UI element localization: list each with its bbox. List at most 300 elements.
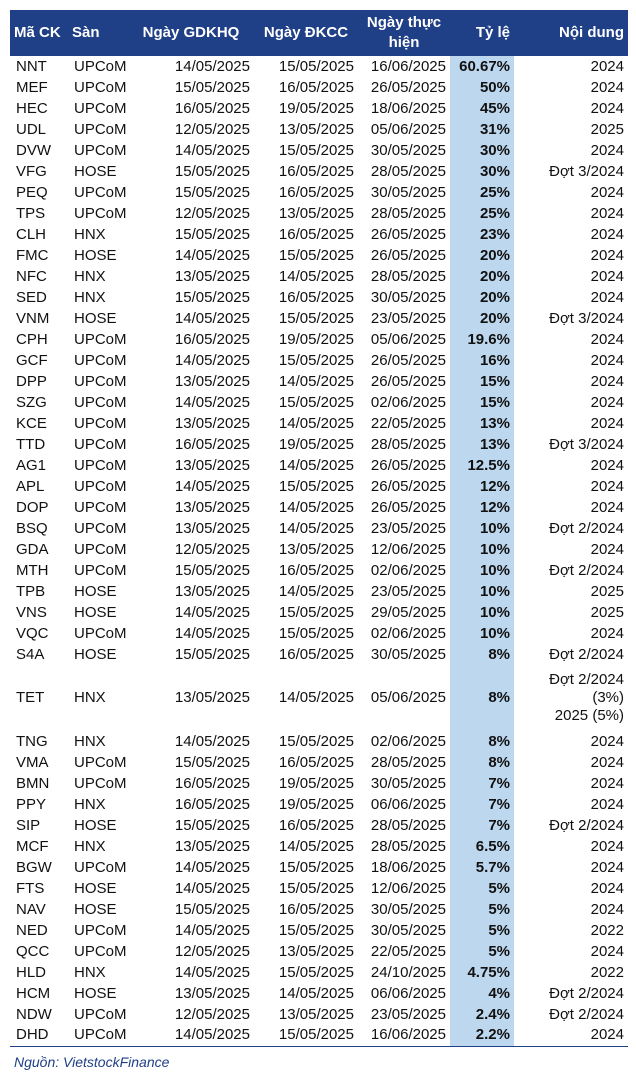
- exchange-cell: HNX: [74, 267, 106, 285]
- table-row: [10, 731, 628, 752]
- table-row: [10, 836, 628, 857]
- exchange-cell: UPCoM: [74, 456, 127, 474]
- content-cell: Đợt 2/2024: [549, 561, 624, 579]
- record-date-cell: 19/05/2025: [278, 99, 354, 117]
- record-date-cell: 16/05/2025: [278, 816, 354, 834]
- table-row: [10, 497, 628, 518]
- ticker-cell: AG1: [16, 456, 47, 474]
- payment-date-cell: 23/05/2025: [370, 519, 446, 537]
- record-date-cell: 16/05/2025: [278, 900, 354, 918]
- exchange-cell: UPCoM: [74, 330, 127, 348]
- record-date-cell: 15/05/2025: [278, 57, 354, 75]
- payment-date-cell: 28/05/2025: [370, 267, 446, 285]
- payment-date-cell: 06/06/2025: [370, 795, 446, 813]
- record-date-cell: 16/05/2025: [278, 183, 354, 201]
- ticker-cell: MCF: [16, 837, 49, 855]
- record-date-cell: 14/05/2025: [278, 519, 354, 537]
- ticker-cell: CLH: [16, 225, 47, 243]
- content-cell: 2024: [590, 774, 624, 792]
- ticker-cell: KCE: [16, 414, 47, 432]
- ratio-cell: 19.6%: [450, 329, 514, 350]
- exchange-cell: UPCoM: [74, 561, 127, 579]
- record-date-cell: 14/05/2025: [278, 984, 354, 1002]
- record-date-cell: 15/05/2025: [278, 858, 354, 876]
- exchange-cell: UPCoM: [74, 477, 127, 495]
- ex-date-cell: 15/05/2025: [174, 78, 250, 96]
- ex-date-cell: 15/05/2025: [174, 561, 250, 579]
- ticker-cell: SED: [16, 288, 47, 306]
- ex-date-cell: 13/05/2025: [174, 456, 250, 474]
- content-cell: Đợt 2/2024 (3%) 2025 (5%): [549, 671, 624, 724]
- payment-date-cell: 05/06/2025: [370, 330, 446, 348]
- table-row: [10, 56, 628, 77]
- ex-date-cell: 16/05/2025: [174, 330, 250, 348]
- payment-date-cell: 28/05/2025: [370, 204, 446, 222]
- table-row: [10, 140, 628, 161]
- table-row: [10, 1025, 628, 1046]
- table-row: [10, 857, 628, 878]
- exchange-cell: HNX: [74, 288, 106, 306]
- table-row: [10, 623, 628, 644]
- ex-date-cell: 13/05/2025: [174, 689, 250, 706]
- content-cell: 2024: [590, 393, 624, 411]
- record-date-cell: 14/05/2025: [278, 498, 354, 516]
- ratio-cell: 20%: [450, 308, 514, 329]
- payment-date-cell: 29/05/2025: [370, 603, 446, 621]
- payment-date-cell: 28/05/2025: [370, 162, 446, 180]
- payment-date-cell: 02/06/2025: [370, 624, 446, 642]
- content-cell: 2024: [590, 456, 624, 474]
- ratio-cell: 10%: [450, 623, 514, 644]
- table-row: [10, 665, 628, 731]
- ticker-cell: SZG: [16, 393, 47, 411]
- ex-date-cell: 13/05/2025: [174, 837, 250, 855]
- payment-date-cell: 30/05/2025: [370, 645, 446, 663]
- ratio-cell: 10%: [450, 602, 514, 623]
- content-cell: 2024: [590, 225, 624, 243]
- content-cell: 2024: [590, 879, 624, 897]
- record-date-cell: 16/05/2025: [278, 645, 354, 663]
- exchange-cell: UPCoM: [74, 183, 127, 201]
- record-date-cell: 16/05/2025: [278, 162, 354, 180]
- table-row: [10, 518, 628, 539]
- ticker-cell: NFC: [16, 267, 47, 285]
- ex-date-cell: 14/05/2025: [174, 963, 250, 981]
- ratio-cell: 25%: [450, 182, 514, 203]
- ex-date-cell: 13/05/2025: [174, 498, 250, 516]
- table-row: [10, 899, 628, 920]
- ratio-cell: 4.75%: [450, 962, 514, 983]
- ex-date-cell: 16/05/2025: [174, 435, 250, 453]
- dividend-table: [10, 10, 628, 1047]
- content-cell: 2024: [590, 624, 624, 642]
- ex-date-cell: 13/05/2025: [174, 414, 250, 432]
- ex-date-cell: 14/05/2025: [174, 309, 250, 327]
- content-cell: Đợt 3/2024: [549, 309, 624, 327]
- payment-date-cell: 30/05/2025: [370, 921, 446, 939]
- record-date-cell: 16/05/2025: [278, 561, 354, 579]
- payment-date-cell: 02/06/2025: [370, 561, 446, 579]
- record-date-cell: 19/05/2025: [278, 435, 354, 453]
- exchange-cell: UPCoM: [74, 435, 127, 453]
- ex-date-cell: 12/05/2025: [174, 1005, 250, 1023]
- ratio-cell: 45%: [450, 98, 514, 119]
- ratio-cell: 23%: [450, 224, 514, 245]
- ticker-cell: NNT: [16, 57, 47, 75]
- payment-date-cell: 18/06/2025: [370, 99, 446, 117]
- exchange-cell: HOSE: [74, 603, 117, 621]
- payment-date-cell: 28/05/2025: [370, 837, 446, 855]
- ticker-cell: TPS: [16, 204, 46, 222]
- table-row: [10, 752, 628, 773]
- payment-date-cell: 24/10/2025: [370, 963, 446, 981]
- ratio-cell: 20%: [450, 287, 514, 308]
- content-cell: 2025: [590, 120, 624, 138]
- payment-date-cell: 28/05/2025: [370, 816, 446, 834]
- payment-date-cell: 05/06/2025: [370, 689, 446, 706]
- record-date-cell: 14/05/2025: [278, 689, 354, 706]
- content-cell: 2024: [590, 57, 624, 75]
- ex-date-cell: 15/05/2025: [174, 225, 250, 243]
- payment-date-cell: 16/06/2025: [370, 57, 446, 75]
- table-row: [10, 119, 628, 140]
- record-date-cell: 13/05/2025: [278, 1005, 354, 1023]
- table-row: [10, 308, 628, 329]
- payment-date-cell: 26/05/2025: [370, 225, 446, 243]
- ratio-cell: 10%: [450, 560, 514, 581]
- ex-date-cell: 14/05/2025: [174, 858, 250, 876]
- ratio-cell: 4%: [450, 983, 514, 1004]
- ratio-cell: 5.7%: [450, 857, 514, 878]
- header-exchange: Sàn: [72, 24, 100, 41]
- exchange-cell: UPCoM: [74, 753, 127, 771]
- record-date-cell: 15/05/2025: [254, 1025, 358, 1046]
- content-cell: 2024: [590, 141, 624, 159]
- exchange-cell: UPCoM: [74, 519, 127, 537]
- exchange-cell: UPCoM: [74, 204, 127, 222]
- ex-date-cell: 14/05/2025: [174, 57, 250, 75]
- ratio-cell: 16%: [450, 350, 514, 371]
- exchange-cell: UPCoM: [74, 498, 127, 516]
- record-date-cell: 15/05/2025: [278, 921, 354, 939]
- ex-date-cell: 12/05/2025: [174, 204, 250, 222]
- record-date-cell: 15/05/2025: [278, 246, 354, 264]
- table-row: [10, 413, 628, 434]
- ratio-cell: 12%: [450, 476, 514, 497]
- ex-date-cell: 13/05/2025: [174, 582, 250, 600]
- table-row: [10, 77, 628, 98]
- content-cell: Đợt 2/2024: [549, 816, 624, 834]
- table-header: [10, 10, 628, 56]
- payment-date-cell: 30/05/2025: [370, 288, 446, 306]
- ex-date-cell: 14/05/2025: [174, 624, 250, 642]
- exchange-cell: UPCoM: [74, 921, 127, 939]
- payment-date-cell: 26/05/2025: [370, 477, 446, 495]
- ex-date-cell: 14/05/2025: [174, 141, 250, 159]
- ex-date-cell: 14/05/2025: [174, 393, 250, 411]
- table-row: [10, 287, 628, 308]
- record-date-cell: 14/05/2025: [278, 837, 354, 855]
- exchange-cell: UPCoM: [74, 372, 127, 390]
- content-cell: 2024: [590, 942, 624, 960]
- record-date-cell: 13/05/2025: [278, 120, 354, 138]
- exchange-cell: HOSE: [74, 879, 117, 897]
- exchange-cell: UPCoM: [74, 393, 127, 411]
- exchange-cell: HOSE: [74, 816, 117, 834]
- exchange-cell: UPCoM: [74, 78, 127, 96]
- table-row: [10, 476, 628, 497]
- exchange-cell: HOSE: [74, 645, 117, 663]
- ticker-cell: DPP: [16, 372, 47, 390]
- payment-date-cell: 23/05/2025: [370, 1005, 446, 1023]
- ticker-cell: BMN: [16, 774, 50, 792]
- ex-date-cell: 12/05/2025: [174, 540, 250, 558]
- payment-date-cell: 28/05/2025: [370, 753, 446, 771]
- ratio-cell: 8%: [450, 752, 514, 773]
- table-row: [10, 983, 628, 1004]
- exchange-cell: HOSE: [74, 582, 117, 600]
- ex-date-cell: 15/05/2025: [174, 900, 250, 918]
- ticker-cell: BGW: [16, 858, 52, 876]
- record-date-cell: 19/05/2025: [278, 330, 354, 348]
- content-cell: 2024: [590, 372, 624, 390]
- ratio-cell: 15%: [450, 392, 514, 413]
- table-row: [10, 161, 628, 182]
- content-cell: 2024: [590, 477, 624, 495]
- exchange-cell: HOSE: [74, 900, 117, 918]
- payment-date-cell: 22/05/2025: [370, 942, 446, 960]
- exchange-cell: UPCoM: [74, 414, 127, 432]
- exchange-cell: HOSE: [74, 246, 117, 264]
- table-row: [10, 245, 628, 266]
- table-row: [10, 434, 628, 455]
- ratio-cell: 8%: [450, 665, 514, 731]
- payment-date-cell: 12/06/2025: [370, 540, 446, 558]
- ticker-cell: BSQ: [16, 519, 48, 537]
- table-row: [10, 182, 628, 203]
- table-row: [10, 350, 628, 371]
- record-date-cell: 14/05/2025: [278, 267, 354, 285]
- table-row: [10, 329, 628, 350]
- ticker-cell: VNM: [16, 309, 50, 327]
- table-row: [10, 962, 628, 983]
- ex-date-cell: 14/05/2025: [128, 1025, 254, 1046]
- content-cell: 2024: [590, 837, 624, 855]
- ticker-cell: TET: [16, 689, 45, 706]
- table-row: [10, 920, 628, 941]
- ratio-cell: 8%: [450, 644, 514, 665]
- ex-date-cell: 13/05/2025: [174, 372, 250, 390]
- ticker-cell: PPY: [16, 795, 47, 813]
- content-cell: 2024: [590, 540, 624, 558]
- content-cell: Đợt 2/2024: [549, 984, 624, 1002]
- content-cell: Đợt 2/2024: [549, 1005, 624, 1023]
- payment-date-cell: 23/05/2025: [370, 309, 446, 327]
- ex-date-cell: 13/05/2025: [174, 519, 250, 537]
- ratio-cell: 20%: [450, 266, 514, 287]
- content-cell: 2024: [590, 795, 624, 813]
- ticker-cell: NDW: [16, 1005, 52, 1023]
- ratio-cell: 60.67%: [450, 56, 514, 77]
- ticker-cell: TNG: [16, 732, 48, 750]
- record-date-cell: 15/05/2025: [278, 963, 354, 981]
- payment-date-cell: 26/05/2025: [370, 351, 446, 369]
- ratio-cell: 12.5%: [450, 455, 514, 476]
- ticker-cell: MTH: [16, 561, 49, 579]
- table-row: [10, 1004, 628, 1025]
- ticker-cell: TPB: [16, 582, 46, 600]
- table-row: [10, 539, 628, 560]
- table-row: [10, 581, 628, 602]
- exchange-cell: HOSE: [74, 309, 117, 327]
- header-ex-date: Ngày GDKHQ: [142, 24, 240, 41]
- ticker-cell: FTS: [16, 879, 45, 897]
- source-note: Nguồn: VietstockFinance: [14, 1054, 170, 1070]
- ticker-cell: QCC: [16, 942, 50, 960]
- exchange-cell: UPCoM: [74, 351, 127, 369]
- ticker-cell: TTD: [16, 435, 46, 453]
- content-cell: Đợt 2/2024: [549, 645, 624, 663]
- record-date-cell: 13/05/2025: [278, 942, 354, 960]
- ticker-cell: FMC: [16, 246, 49, 264]
- ex-date-cell: 14/05/2025: [174, 477, 250, 495]
- ex-date-cell: 12/05/2025: [174, 942, 250, 960]
- content-cell: 2024: [590, 858, 624, 876]
- payment-date-cell: 02/06/2025: [370, 732, 446, 750]
- record-date-cell: 16/05/2025: [278, 753, 354, 771]
- record-date-cell: 16/05/2025: [278, 288, 354, 306]
- content-cell: 2024: [590, 99, 624, 117]
- exchange-cell: UPCoM: [74, 120, 127, 138]
- payment-date-cell: 12/06/2025: [370, 879, 446, 897]
- payment-date-cell: 28/05/2025: [370, 435, 446, 453]
- ex-date-cell: 15/05/2025: [174, 288, 250, 306]
- content-cell: 2024: [590, 732, 624, 750]
- payment-date-cell: 30/05/2025: [370, 900, 446, 918]
- payment-date-cell: 26/05/2025: [370, 372, 446, 390]
- content-cell: 2024: [590, 204, 624, 222]
- ratio-cell: 5%: [450, 899, 514, 920]
- content-cell: 2024: [590, 246, 624, 264]
- exchange-cell: HNX: [74, 795, 106, 813]
- ex-date-cell: 14/05/2025: [174, 732, 250, 750]
- table-row: [10, 203, 628, 224]
- ratio-cell: 10%: [450, 581, 514, 602]
- ratio-cell: 7%: [450, 773, 514, 794]
- ratio-cell: 50%: [450, 77, 514, 98]
- content-cell: 2024: [590, 351, 624, 369]
- ticker-cell: SIP: [16, 816, 41, 834]
- ticker-cell: GDA: [16, 540, 49, 558]
- content-cell: 2025: [590, 603, 624, 621]
- payment-date-cell: 26/05/2025: [370, 498, 446, 516]
- content-cell: 2024: [590, 900, 624, 918]
- ratio-cell: 8%: [450, 731, 514, 752]
- content-cell: Đợt 3/2024: [549, 162, 624, 180]
- ticker-cell: VQC: [16, 624, 49, 642]
- record-date-cell: 19/05/2025: [278, 774, 354, 792]
- payment-date-cell: 22/05/2025: [370, 414, 446, 432]
- exchange-cell: UPCoM: [68, 1025, 128, 1046]
- content-cell: 2024: [590, 753, 624, 771]
- exchange-cell: UPCoM: [74, 540, 127, 558]
- ratio-cell: 2.2%: [450, 1025, 514, 1046]
- ex-date-cell: 13/05/2025: [174, 267, 250, 285]
- table-row: [10, 941, 628, 962]
- ticker-cell: VMA: [16, 753, 49, 771]
- header-content: Nội dung: [559, 24, 624, 41]
- ex-date-cell: 14/05/2025: [174, 246, 250, 264]
- record-date-cell: 14/05/2025: [278, 414, 354, 432]
- content-cell: 2024: [590, 330, 624, 348]
- payment-date-cell: 18/06/2025: [370, 858, 446, 876]
- content-cell: 2024: [514, 1025, 628, 1046]
- record-date-cell: 14/05/2025: [278, 372, 354, 390]
- content-cell: 2024: [590, 78, 624, 96]
- payment-date-cell: 16/06/2025: [358, 1025, 450, 1046]
- ratio-cell: 12%: [450, 497, 514, 518]
- table-row: [10, 602, 628, 623]
- exchange-cell: HOSE: [74, 162, 117, 180]
- content-cell: Đợt 3/2024: [549, 435, 624, 453]
- record-date-cell: 15/05/2025: [278, 309, 354, 327]
- ex-date-cell: 14/05/2025: [174, 921, 250, 939]
- content-cell: 2024: [590, 183, 624, 201]
- exchange-cell: HNX: [74, 225, 106, 243]
- ratio-cell: 7%: [450, 815, 514, 836]
- ratio-cell: 15%: [450, 371, 514, 392]
- ratio-cell: 6.5%: [450, 836, 514, 857]
- record-date-cell: 15/05/2025: [278, 732, 354, 750]
- payment-date-cell: 30/05/2025: [370, 774, 446, 792]
- ticker-cell: HLD: [16, 963, 47, 981]
- ticker-cell: HCM: [16, 984, 51, 1002]
- table-row: [10, 794, 628, 815]
- table-row: [10, 773, 628, 794]
- ratio-cell: 13%: [450, 434, 514, 455]
- record-date-cell: 16/05/2025: [278, 78, 354, 96]
- table-row: [10, 266, 628, 287]
- ex-date-cell: 14/05/2025: [174, 879, 250, 897]
- ratio-cell: 13%: [450, 413, 514, 434]
- exchange-cell: UPCoM: [74, 942, 127, 960]
- payment-date-cell: 02/06/2025: [370, 393, 446, 411]
- ticker-cell: MEF: [16, 78, 48, 96]
- table-row: [10, 455, 628, 476]
- exchange-cell: HNX: [74, 837, 106, 855]
- ratio-cell: 5%: [450, 878, 514, 899]
- exchange-cell: UPCoM: [74, 57, 127, 75]
- header-record-date: Ngày ĐKCC: [263, 24, 349, 41]
- content-cell: Đợt 2/2024: [549, 519, 624, 537]
- content-cell: 2024: [590, 267, 624, 285]
- exchange-cell: UPCoM: [74, 99, 127, 117]
- content-cell: 2024: [590, 288, 624, 306]
- exchange-cell: UPCoM: [74, 858, 127, 876]
- record-date-cell: 15/05/2025: [278, 477, 354, 495]
- ratio-cell: 5%: [450, 941, 514, 962]
- record-date-cell: 19/05/2025: [278, 795, 354, 813]
- content-cell: 2022: [590, 963, 624, 981]
- record-date-cell: 15/05/2025: [278, 351, 354, 369]
- payment-date-cell: 26/05/2025: [370, 246, 446, 264]
- ticker-cell: GCF: [16, 351, 48, 369]
- exchange-cell: HOSE: [74, 984, 117, 1002]
- record-date-cell: 15/05/2025: [278, 603, 354, 621]
- payment-date-cell: 26/05/2025: [370, 78, 446, 96]
- exchange-cell: HNX: [74, 689, 106, 706]
- ticker-cell: S4A: [16, 645, 45, 663]
